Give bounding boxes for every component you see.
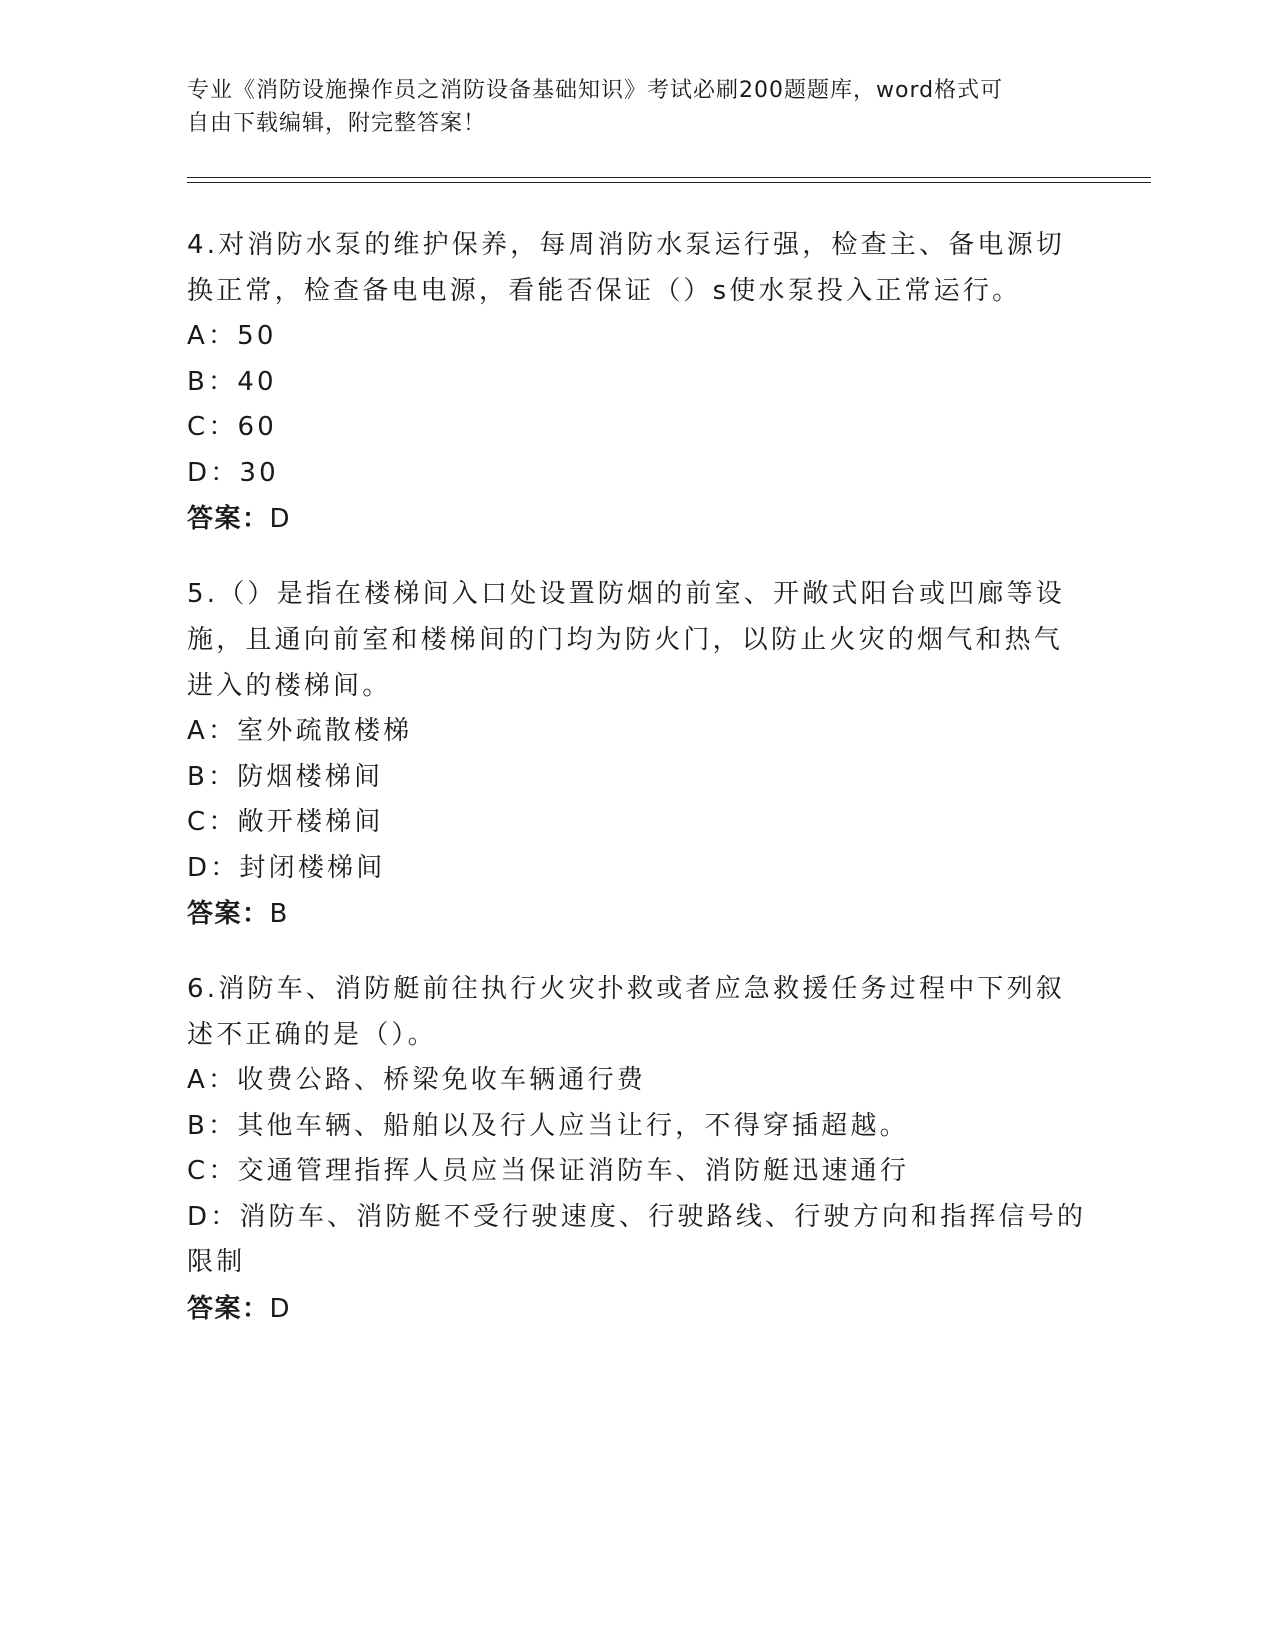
option-a: A：室外疏散楼梯 — [187, 716, 413, 746]
answer-value: B — [269, 899, 289, 929]
question-stem: 5.（）是指在楼梯间入口处设置防烟的前室、开敞式阳台或凹廊等设施，且通向前室和楼梯间的门均为防火门，以防止火灾的烟气和热气进入的楼梯间。 — [187, 579, 1066, 701]
answer-label: 答案： — [187, 899, 270, 929]
option-c: C：60 — [187, 412, 278, 442]
answer-line — [187, 1286, 1087, 1332]
answer-label: 答案： — [187, 504, 270, 534]
question-5 — [187, 571, 1087, 937]
answer-line — [187, 496, 1087, 542]
header-line-2: 自由下载编辑，附完整答案！ — [187, 111, 487, 136]
answer-label: 答案： — [187, 1293, 270, 1324]
question-stem: 6.消防车、消防艇前往执行火灾扑救或者应急救援任务过程中下列叙述不正确的是（）。 — [187, 974, 1066, 1050]
answer-line — [187, 891, 1087, 937]
document-header — [187, 74, 1087, 140]
option-a: A：50 — [187, 321, 277, 351]
answer-value: D — [269, 504, 292, 534]
option-a: A：收费公路、桥梁免收车辆通行费 — [187, 1065, 646, 1095]
question-4 — [187, 222, 1087, 542]
option-d: D：30 — [187, 457, 279, 488]
header-line-1: 专业《消防设施操作员之消防设备基础知识》考试必刷200题题库，word格式可 — [187, 78, 1004, 103]
option-c: C：敞开楼梯间 — [187, 807, 384, 837]
header-double-rule — [187, 177, 1151, 183]
option-b: B：其他车辆、船舶以及行人应当让行，不得穿插超越。 — [187, 1110, 909, 1141]
option-d: D：消防车、消防艇不受行驶速度、行驶路线、行驶方向和指挥信号的限制 — [187, 1201, 1087, 1277]
option-b: B：40 — [187, 366, 277, 397]
option-c: C：交通管理指挥人员应当保证消防车、消防艇迅速通行 — [187, 1156, 910, 1186]
question-6 — [187, 966, 1087, 1332]
option-d: D：封闭楼梯间 — [187, 852, 386, 883]
option-b: B：防烟楼梯间 — [187, 761, 384, 792]
answer-value: D — [269, 1293, 292, 1324]
question-stem: 4.对消防水泵的维护保养，每周消防水泵运行强，检查主、备电源切换正常，检查备电电源，看能否保证（）s使水泵投入正常运行。 — [187, 230, 1066, 306]
